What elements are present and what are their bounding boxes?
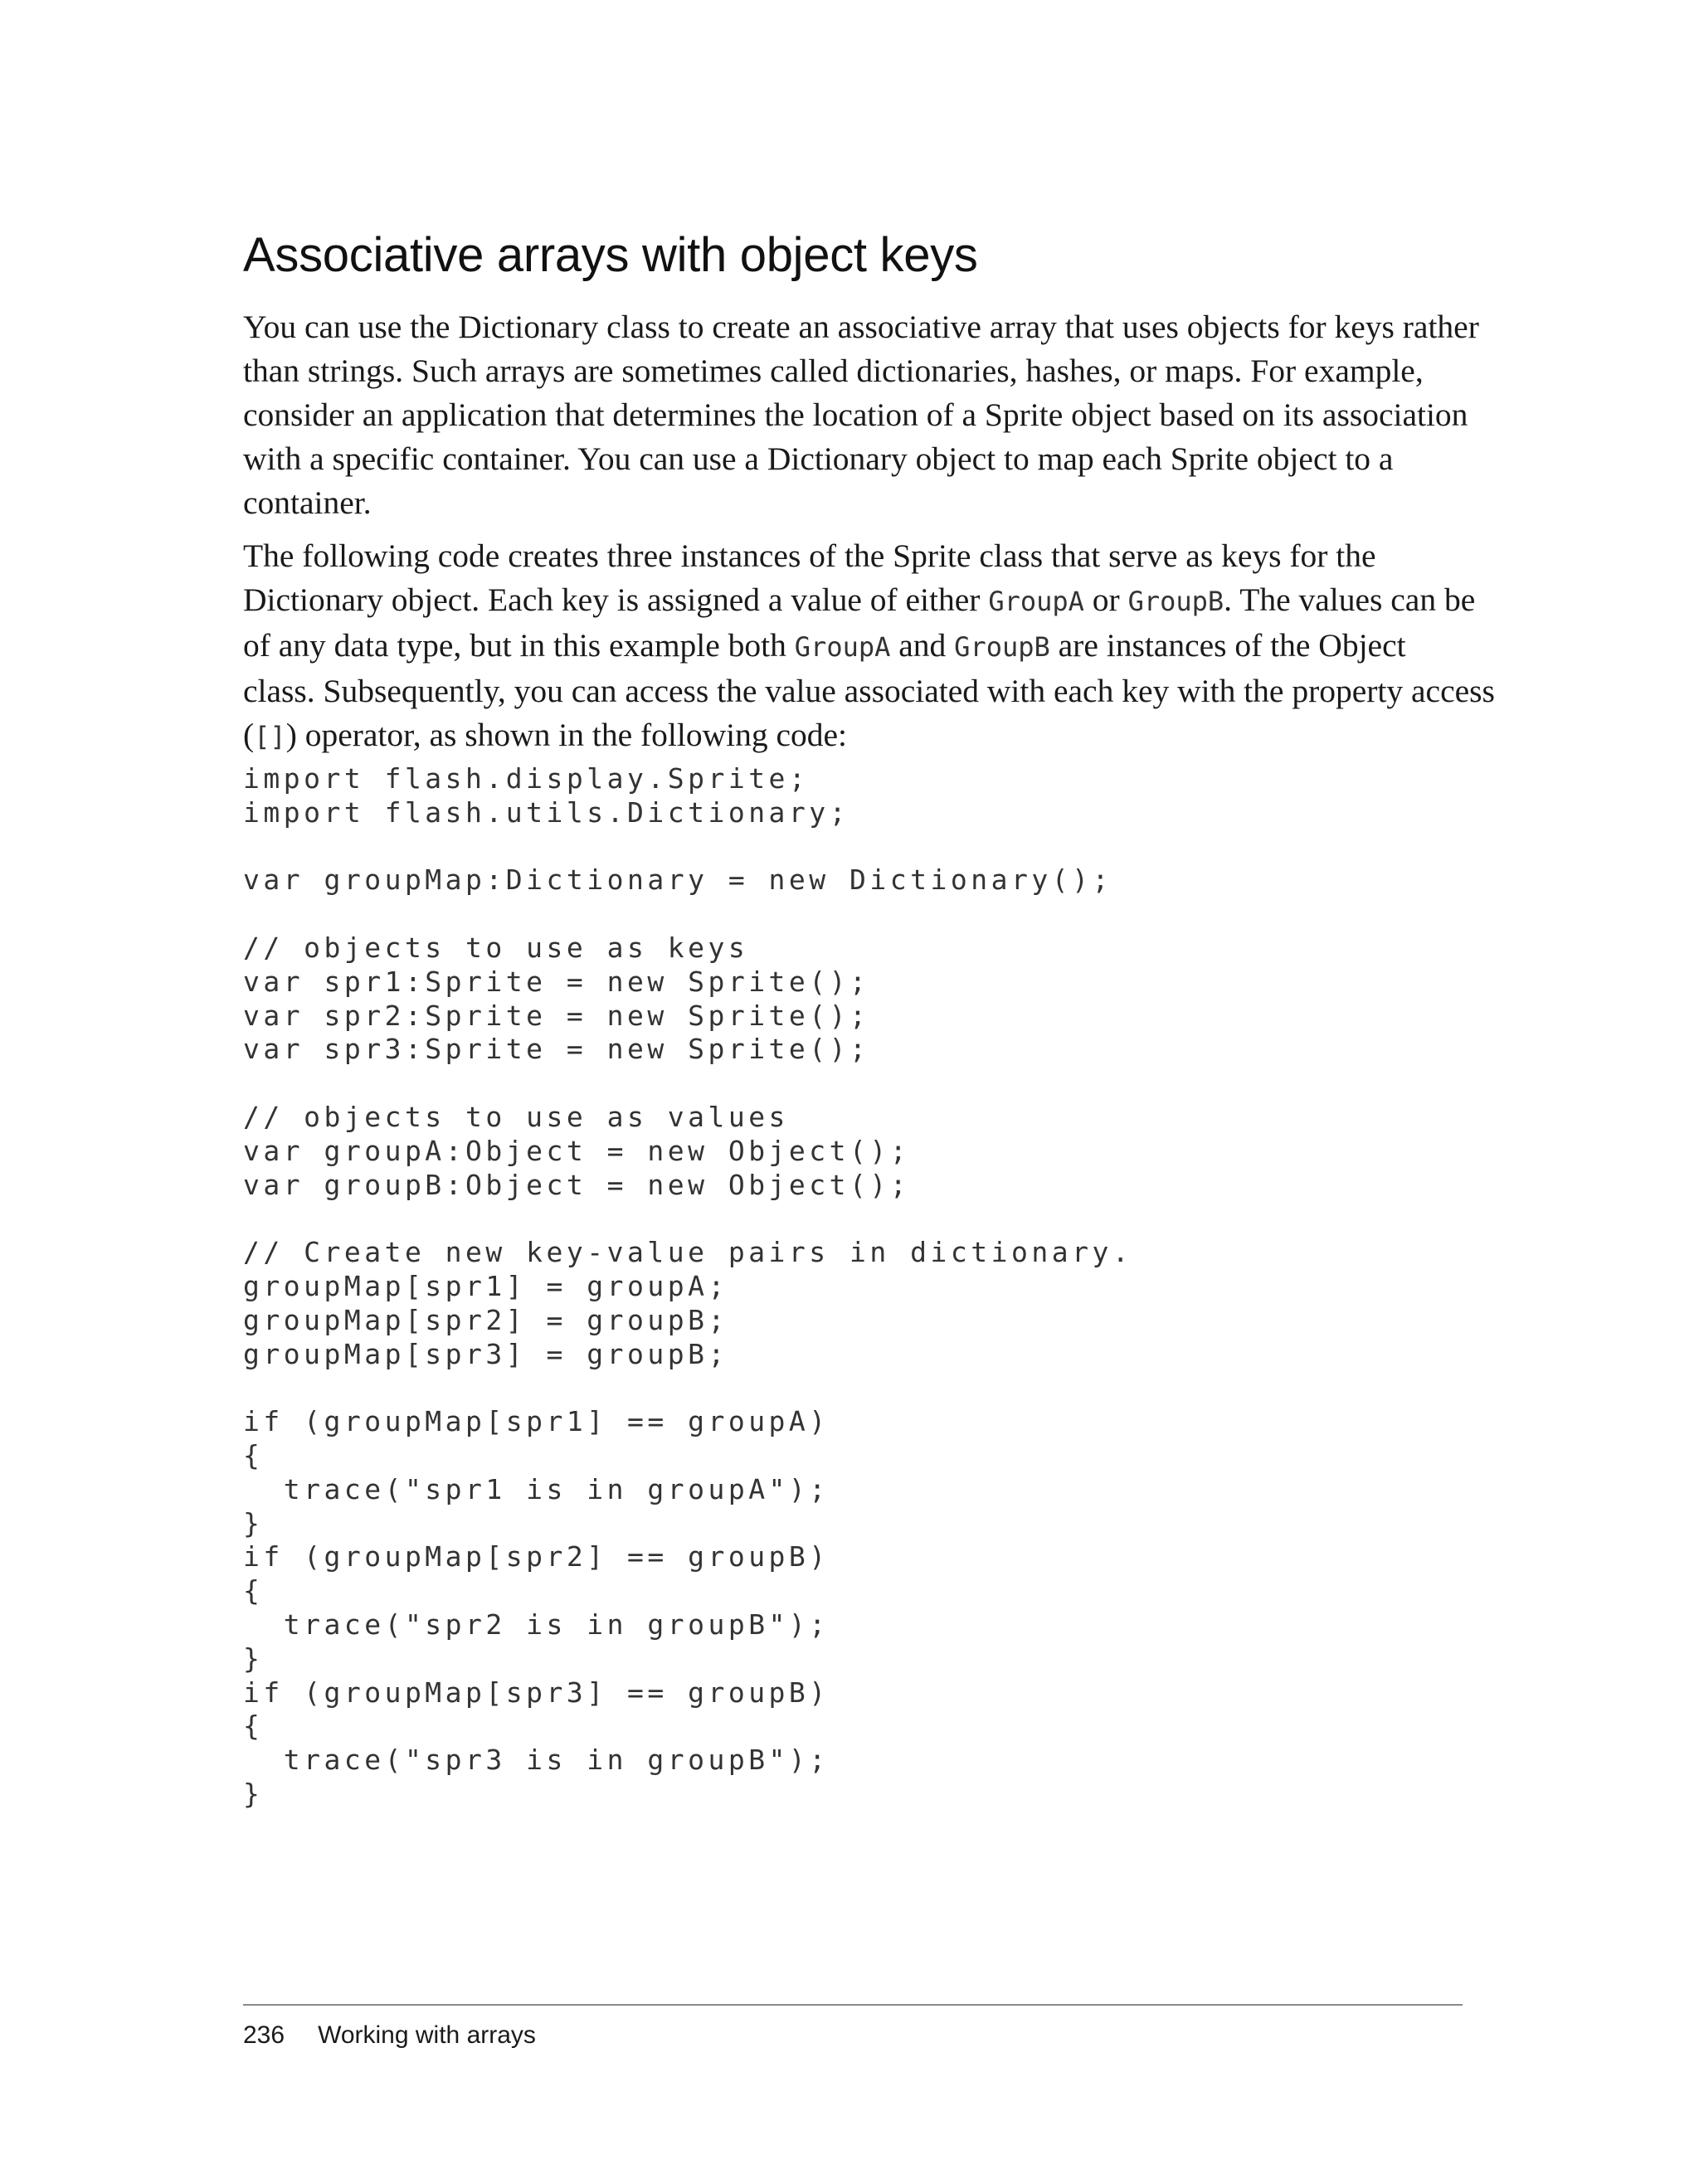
code-line: var groupA:Object = new Object(); [243,1134,911,1167]
code-line: // Create new key-value pairs in dictionary. [243,1236,1133,1269]
footer-divider [243,2004,1463,2006]
code-line: var spr1:Sprite = new Sprite(); [243,965,870,998]
paragraph-line [243,713,1471,759]
code-line: import flash.utils.Dictionary; [243,795,850,829]
intro-paragraph [243,305,1479,525]
paragraph-line: container. [243,484,372,521]
page-number: 236 [243,2021,285,2049]
code-line: trace("spr1 is in groupA"); [243,1472,830,1505]
code-line: if (groupMap[spr2] == groupB) [243,1540,830,1574]
text-run: or [1083,581,1128,618]
paragraph-line: consider an application that determines the location of a Sprite object based on its association [243,396,1468,433]
text-run: ( [243,717,255,753]
paragraph-line [243,624,1471,669]
text-run: Dictionary object. Each key is assigned a value of either [243,581,989,618]
code-line: groupMap[spr2] = groupB; [243,1303,728,1336]
code-line: // objects to use as keys [243,931,749,964]
code-line: if (groupMap[spr1] == groupA) [243,1405,830,1438]
text-run: are instances of the Object [1049,627,1406,664]
text-run: and [890,627,955,664]
page-footer [243,2019,536,2052]
code-line: var spr3:Sprite = new Sprite(); [243,1033,870,1066]
code-line: import flash.display.Sprite; [243,762,810,795]
paragraph-line: with a specific container. You can use a Dictionary object to map each Sprite object to a [243,440,1394,477]
text-run: . The values can be [1224,581,1476,618]
paragraph-line: You can use the Dictionary class to create an associative array that uses objects for keys rather [243,309,1479,345]
code-line: if (groupMap[spr3] == groupB) [243,1676,830,1709]
code-line: { [243,1438,264,1471]
inline-code-groupA: GroupA [988,586,1084,617]
inline-code-groupB: GroupB [1127,586,1224,617]
code-line: var groupMap:Dictionary = new Dictionary(); [243,863,1112,897]
code-line: var groupB:Object = new Object(); [243,1168,911,1201]
paragraph-line: class. Subsequently, you can access the value associated with each key with the property access [243,673,1495,709]
code-line: // objects to use as values [243,1100,789,1133]
code-line [243,1067,1132,1101]
section-title: Working with arrays [318,2021,536,2049]
inline-code-groupA: GroupA [794,631,891,663]
code-listing [243,762,1132,1812]
code-line: { [243,1574,264,1608]
code-line: trace("spr3 is in groupB"); [243,1744,830,1777]
explanation-paragraph [243,534,1495,759]
code-line: groupMap[spr1] = groupA; [243,1269,728,1302]
code-line: } [243,1642,264,1675]
page-title: Associative arrays with object keys [243,228,978,282]
code-line [243,1202,1132,1236]
code-line [243,897,1132,931]
code-line: groupMap[spr3] = groupB; [243,1337,728,1370]
paragraph-line [243,578,1476,624]
paragraph-line: than strings. Such arrays are sometimes called dictionaries, hashes, or maps. For example, [243,353,1424,389]
inline-code-groupB: GroupB [954,631,1050,663]
code-line: { [243,1710,264,1743]
code-line [243,830,1132,864]
inline-code-brackets: [] [254,721,286,752]
text-run: of any data type, but in this example both [243,627,795,664]
code-line: trace("spr2 is in groupB"); [243,1608,830,1641]
code-line: } [243,1506,264,1540]
code-line: var spr2:Sprite = new Sprite(); [243,999,870,1032]
paragraph-line: The following code creates three instances of the Sprite class that serve as keys for the [243,537,1376,574]
code-line: } [243,1777,264,1810]
code-line [243,1371,1132,1405]
text-run: ) operator, as shown in the following code: [285,717,848,753]
